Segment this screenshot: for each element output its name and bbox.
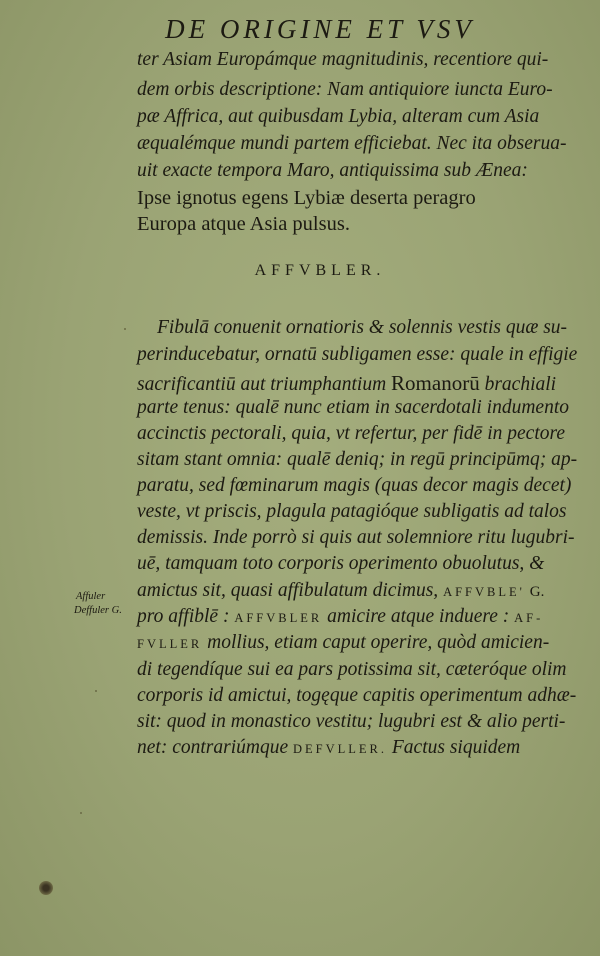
roman-text: Romanorū [391, 371, 480, 395]
small-caps-word: FVLLER [137, 637, 203, 651]
margin-note: Affuler [76, 591, 106, 602]
paper-speck [124, 328, 126, 330]
body-line: sit: quod in monastico vestitu; lugubri est & alio perti- [137, 711, 566, 732]
body-line [137, 606, 543, 628]
body-line: veste, vt priscis, plagula patagióque subligatis ad talos [137, 501, 567, 522]
body-line: perinducebatur, ornatū subligamen esse: quale in effigie [137, 344, 578, 365]
body-text: sacrificantiū aut triumphantium [137, 374, 387, 395]
small-caps-word: AFFVBLE' [443, 585, 525, 599]
margin-note: Deffuler G. [74, 605, 122, 616]
body-line: demissis. Inde porrò si quis aut solemniore ritu lugubri- [137, 527, 575, 548]
small-caps-word: DEFVLLER. [292, 742, 387, 756]
body-text: brachiali [484, 374, 557, 395]
paper-speck [95, 690, 97, 692]
text-line: æqualémque mundi partem efficiebat. Nec ita obserua- [137, 133, 567, 154]
body-line: parte tenus: qualē nunc etiam in sacerdotali indumento [137, 397, 569, 418]
text-line: uit exacte tempora Maro, antiquissima sub Ænea: [137, 160, 528, 181]
small-caps-word: AFFVBLER [234, 611, 323, 625]
text-line: pæ Affrica, aut quibusdam Lybia, alteram cum Asia [137, 106, 540, 127]
text-line: dem orbis descriptione: Nam antiquiore iuncta Euro- [137, 79, 553, 100]
body-line: corporis id amictui, togęque capitis operimentum adhæ- [137, 685, 577, 706]
body-line [137, 371, 556, 396]
body-line: uē, tamquam toto corporis operimento obuolutus, & [137, 553, 545, 574]
paper-stain [39, 881, 53, 895]
verse-line: Europa atque Asia pulsus. [137, 213, 350, 235]
paper-speck [80, 812, 82, 814]
body-line [137, 580, 544, 602]
verse-line: Ipse ignotus egens Lybiæ deserta peragro [137, 187, 476, 209]
body-text: amicire atque induere : [327, 606, 510, 627]
body-line [137, 737, 520, 759]
body-line: Fibulā conuenit ornatioris & solennis vestis quæ su- [157, 317, 568, 338]
running-head: DE ORIGINE ET VSV [165, 14, 475, 44]
body-line [137, 632, 549, 654]
body-text: amictus sit, quasi affibulatum dicimus, [137, 580, 439, 601]
body-text: affiblē : [168, 606, 230, 627]
body-text: pro [137, 606, 164, 627]
body-text: Factus siquidem [391, 737, 521, 758]
section-heading: AFFVBLER. [254, 262, 386, 279]
body-text: G. [529, 584, 545, 600]
text-line: ter Asiam Europámque magnitudinis, recentiore qui- [137, 49, 549, 70]
body-line: di tegendíque sui ea pars potissima sit, cæteróque olim [137, 659, 567, 680]
small-caps-word: AF- [514, 611, 544, 625]
body-line: accinctis pectorali, quia, vt refertur, per fidē in pectore [137, 423, 566, 444]
body-text: net: contrariúmque [137, 737, 289, 758]
body-line: sitam stant omnia: qualē deniq; in regū principūmq; ap- [137, 449, 578, 470]
body-text: mollius, etiam caput operire, quòd amicien- [207, 632, 550, 653]
body-line: paratu, sed fœminarum magis (quas decor magis decet) [137, 475, 572, 496]
